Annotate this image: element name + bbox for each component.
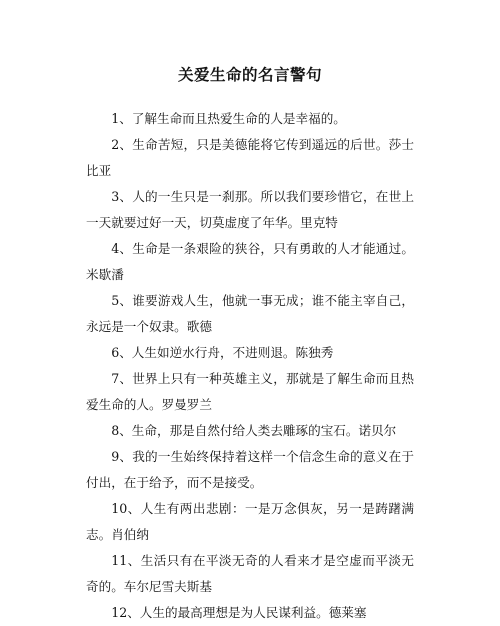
quote-item: 9、我的一生始终保持着这样一个信念生命的意义在于付出，在于给予，而不是接受。 bbox=[86, 449, 414, 490]
document-title: 关爱生命的名言警句 bbox=[177, 65, 322, 84]
quote-item: 4、生命是一条艰险的狭谷，只有勇敢的人才能通过。米歇潘 bbox=[86, 241, 414, 282]
quote-item: 11、生活只有在平淡无奇的人看来才是空虚而平淡无奇的。车尔尼雪夫斯基 bbox=[86, 553, 414, 594]
quote-item: 8、生命，那是自然付给人类去雕琢的宝石。诺贝尔 bbox=[111, 423, 397, 438]
quote-item: 12、人生的最高理想是为人民谋利益。德莱塞 bbox=[111, 605, 367, 620]
quote-item: 10、人生有两出悲剧：一是万念俱灰，另一是踌躇满志。肖伯纳 bbox=[86, 501, 414, 542]
quote-item: 2、生命苦短，只是美德能将它传到遥远的后世。莎士比亚 bbox=[86, 137, 414, 178]
quote-item: 3、人的一生只是一刹那。所以我们要珍惜它，在世上一天就要过好一天，切莫虚度了年华。里克特 bbox=[86, 189, 414, 230]
quote-item: 7、世界上只有一种英雄主义，那就是了解生命而且热爱生命的人。罗曼罗兰 bbox=[86, 371, 414, 412]
quote-item: 1、了解生命而且热爱生命的人是幸福的。 bbox=[111, 111, 346, 126]
quote-item: 6、人生如逆水行舟，不进则退。陈独秀 bbox=[111, 345, 334, 360]
quote-item: 5、谁要游戏人生，他就一事无成；谁不能主宰自己，永远是一个奴隶。歌德 bbox=[86, 293, 414, 334]
quote-list bbox=[86, 106, 414, 626]
